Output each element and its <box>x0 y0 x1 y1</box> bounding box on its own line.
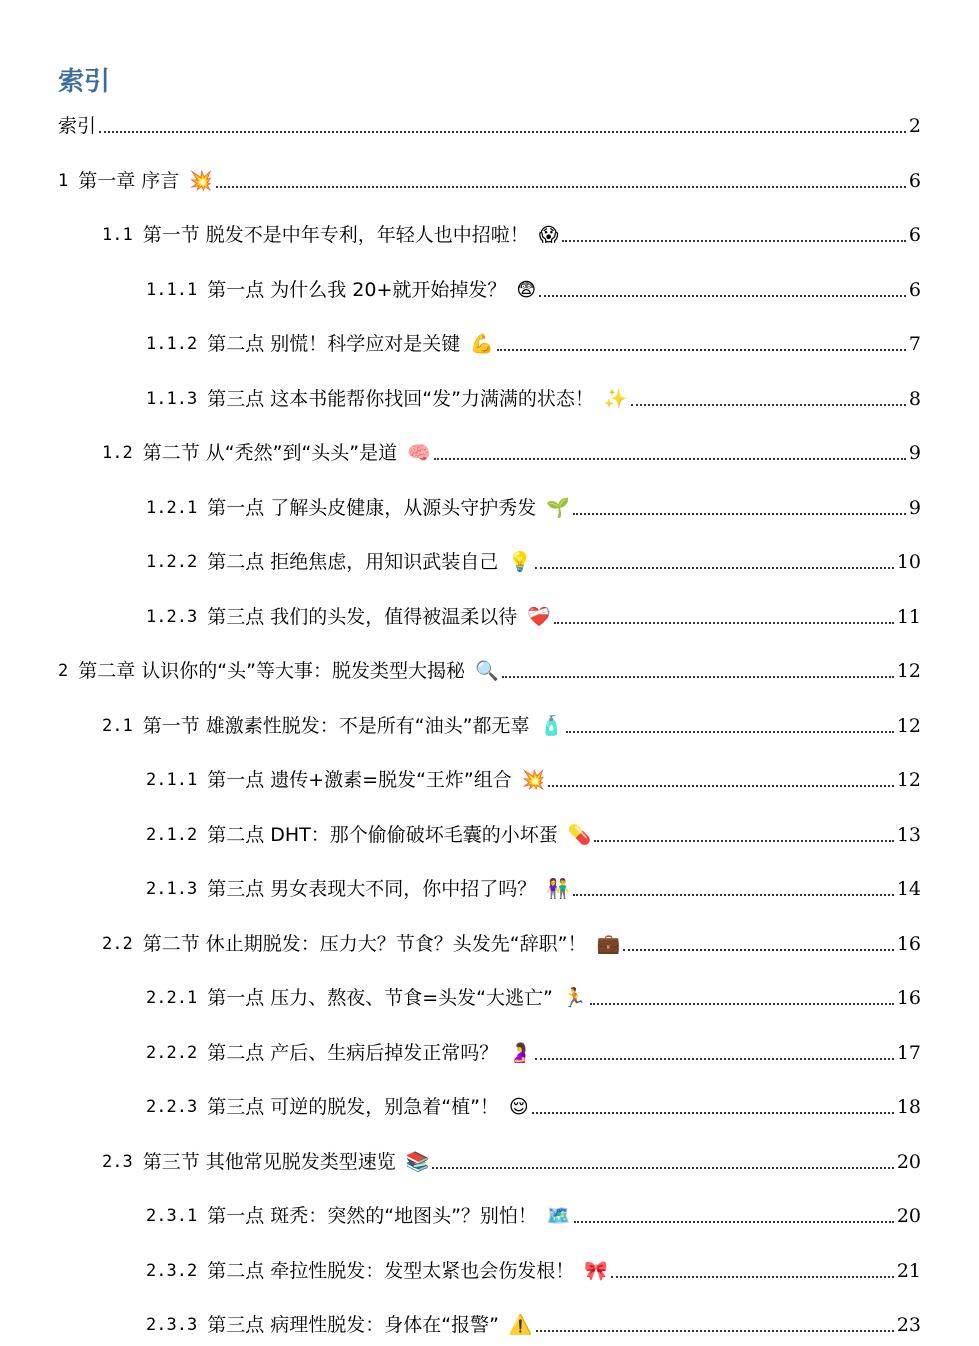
mending-heart-icon: ❤️‍🩹 <box>527 605 551 628</box>
toc-entry[interactable] <box>146 1198 921 1228</box>
toc-entry-number: 2.2 <box>102 933 133 954</box>
toc-entry-page-number: 23 <box>896 1314 921 1336</box>
toc-entry[interactable] <box>146 762 921 792</box>
relieved-face-icon: 😌 <box>508 1096 529 1118</box>
toc-entry-number: 2.3.1 <box>146 1206 198 1226</box>
dot-leader <box>554 622 894 624</box>
toc-entry-title: 第一点 了解头皮健康，从源头守护秀发 <box>207 496 537 519</box>
toc-entry-title: 第一章 序言 <box>78 169 180 192</box>
brain-icon: 🧠 <box>407 442 431 464</box>
toc-entry-number: 2.1 <box>102 715 133 736</box>
toc-entry[interactable] <box>146 817 921 847</box>
map-icon: 🗺️ <box>546 1205 571 1227</box>
toc-entry-title: 第三点 我们的头发，值得被温柔以待 <box>207 605 518 628</box>
dot-leader <box>590 1003 894 1005</box>
toc-entry-number: 1.2.2 <box>146 552 198 572</box>
toc-heading: 索引 <box>58 67 111 97</box>
dot-leader <box>434 458 906 460</box>
toc-entry[interactable] <box>102 435 921 465</box>
toc-entry-title: 第三点 这本书能帮你找回“发”力满满的状态！ <box>207 387 594 410</box>
collision-icon: 💥 <box>521 769 546 791</box>
dot-leader <box>216 186 906 188</box>
toc-entry-number: 2.2.1 <box>146 988 198 1008</box>
toc-entry-page-number: 18 <box>896 1096 921 1118</box>
dot-leader <box>548 785 893 787</box>
magnifying-glass-icon: 🔍 <box>474 660 499 682</box>
toc-entry-number: 2.3.2 <box>146 1260 198 1281</box>
toc-entry-page-number: 21 <box>896 1259 921 1282</box>
toc-entry[interactable] <box>102 708 921 738</box>
toc-entry[interactable] <box>146 1089 921 1119</box>
toc-entry-title: 第一节 雄激素性脱发：不是所有“油头”都无辜 <box>142 714 530 737</box>
toc-entry-title: 第一点 压力、熬夜、节食=头发“大逃亡” <box>207 987 553 1009</box>
couple-icon: 👫 <box>546 878 570 900</box>
dot-leader <box>535 567 894 569</box>
briefcase-icon: 💼 <box>596 932 621 955</box>
toc-entry[interactable] <box>58 653 921 683</box>
toc-entry-page-number: 13 <box>896 823 921 846</box>
lotion-bottle-icon: 🧴 <box>539 714 564 737</box>
toc-entry-number: 2.2.2 <box>146 1042 198 1063</box>
toc-entry-page-number: 20 <box>896 1150 921 1173</box>
toc-entry-number: 2.3.3 <box>146 1315 198 1335</box>
sparkles-icon: ✨ <box>603 387 628 410</box>
toc-entry[interactable] <box>146 1253 921 1283</box>
toc-entry-number: 1 <box>58 170 69 191</box>
toc-entry[interactable] <box>146 326 921 356</box>
toc-entry[interactable] <box>146 381 921 411</box>
dot-leader <box>497 349 906 351</box>
flexed-biceps-icon: 💪 <box>470 333 494 355</box>
toc-entry-page-number: 12 <box>896 660 921 682</box>
toc-entry[interactable] <box>146 1307 921 1337</box>
dot-leader <box>432 1167 893 1169</box>
toc-entry-page-number: 17 <box>896 1041 921 1064</box>
toc-entry-title: 第一点 遗传+激素=脱发“王炸”组合 <box>207 769 512 791</box>
dot-leader <box>536 1330 894 1332</box>
dot-leader <box>502 676 894 678</box>
dot-leader <box>611 1276 894 1278</box>
toc-entry-number: 1.2.3 <box>146 606 198 627</box>
toc-entry-number: 2.2.3 <box>146 1097 198 1117</box>
toc-entry[interactable] <box>58 108 921 138</box>
toc-entry-page-number: 14 <box>896 878 921 900</box>
toc-entry-page-number: 6 <box>908 169 921 192</box>
toc-entry-page-number: 12 <box>896 714 921 737</box>
sparkle-burst-icon: 💥 <box>189 169 213 192</box>
dot-leader <box>539 295 906 297</box>
toc-entry-page-number: 9 <box>908 442 921 464</box>
toc-entry-number: 1.2.1 <box>146 497 198 518</box>
dot-leader <box>535 1058 894 1060</box>
pregnant-woman-icon: 🤰 <box>508 1041 532 1064</box>
toc-entry-number: 2 <box>58 661 69 681</box>
toc-entry-page-number: 9 <box>908 496 921 519</box>
dot-leader <box>573 513 906 515</box>
seedling-icon: 🌱 <box>546 496 570 519</box>
toc-entry[interactable] <box>146 490 921 520</box>
screaming-face-icon: 😱 <box>538 224 559 246</box>
dot-leader <box>532 1112 894 1114</box>
toc-entry-title: 第二章 认识你的“头”等大事：脱发类型大揭秘 <box>78 660 465 682</box>
toc-entry-page-number: 6 <box>908 278 921 301</box>
toc-entry[interactable] <box>146 599 921 629</box>
toc-entry-number: 2.1.1 <box>146 770 198 790</box>
toc-entry[interactable] <box>146 1035 921 1065</box>
toc-entry-title: 第三节 其他常见脱发类型速览 <box>142 1150 396 1173</box>
toc-entry-title: 第二节 休止期脱发：压力大？节食？头发先“辞职”！ <box>142 932 587 955</box>
toc-entry[interactable] <box>146 544 921 574</box>
toc-entry-number: 1.1.2 <box>146 334 198 354</box>
toc-entry-page-number: 16 <box>896 987 921 1009</box>
warning-icon: ⚠️ <box>508 1314 533 1336</box>
dot-leader <box>631 404 906 406</box>
toc-entry-title: 第二节 从“秃然”到“头头”是道 <box>142 442 398 464</box>
toc-entry-number: 1.1.3 <box>146 388 198 409</box>
toc-entry-page-number: 2 <box>908 115 921 137</box>
toc-entry-title: 第二点 牵拉性脱发：发型太紧也会伤发根！ <box>207 1259 575 1282</box>
running-person-icon: 🏃 <box>562 987 587 1009</box>
toc-entry[interactable] <box>102 1144 921 1174</box>
toc-entry-page-number: 8 <box>908 387 921 410</box>
toc-entry-number: 1.2 <box>102 443 133 463</box>
toc-entry-title: 第二点 拒绝焦虑，用知识武装自己 <box>207 551 499 573</box>
toc-entry-page-number: 20 <box>896 1205 921 1227</box>
fearful-face-icon: 😨 <box>516 278 537 301</box>
toc-entry[interactable] <box>58 163 921 193</box>
dot-leader <box>562 240 906 242</box>
toc-entry[interactable] <box>146 980 921 1010</box>
toc-entry-title: 第二点 产后、生病后掉发正常吗？ <box>207 1041 499 1064</box>
toc-entry[interactable] <box>102 926 921 956</box>
toc-entry-title: 索引 <box>58 115 97 137</box>
toc-entry-number: 1.1 <box>102 225 133 245</box>
toc-entry-number: 2.1.3 <box>146 879 198 899</box>
dot-leader <box>574 1221 894 1223</box>
ribbon-icon: 🎀 <box>584 1259 608 1282</box>
toc-entry-number: 1.1.1 <box>146 279 198 300</box>
toc-entry-title: 第一点 为什么我 20+就开始掉发？ <box>207 278 507 301</box>
toc-entry-title: 第二点 DHT：那个偷偷破坏毛囊的小坏蛋 <box>207 823 558 846</box>
toc-entry-page-number: 11 <box>896 605 921 628</box>
toc-entry[interactable] <box>146 272 921 302</box>
toc-entry[interactable] <box>102 217 921 247</box>
toc-entry-title: 第一节 脱发不是中年专利，年轻人也中招啦！ <box>142 224 529 246</box>
toc-entry-page-number: 7 <box>908 333 921 355</box>
toc-entry-title: 第一点 斑秃：突然的“地图头”？别怕！ <box>207 1205 537 1227</box>
toc-entry-page-number: 12 <box>896 769 921 791</box>
toc-entry-title: 第三点 男女表现大不同，你中招了吗？ <box>207 878 537 900</box>
toc-entry-title: 第二点 别慌！科学应对是关键 <box>207 333 461 355</box>
toc-entry-page-number: 6 <box>908 224 921 246</box>
books-icon: 📚 <box>405 1150 430 1173</box>
dot-leader <box>573 894 894 896</box>
toc-entry-page-number: 16 <box>896 932 921 955</box>
dot-leader <box>623 949 894 951</box>
toc-entry-number: 2.1.2 <box>146 824 198 845</box>
toc-entry-title: 第三点 可逆的脱发，别急着“植”！ <box>207 1096 499 1118</box>
toc-entry[interactable] <box>146 871 921 901</box>
toc-entry-number: 2.3 <box>102 1151 133 1172</box>
dot-leader <box>594 840 893 842</box>
light-bulb-icon: 💡 <box>508 551 532 573</box>
dot-leader <box>99 131 906 133</box>
pill-icon: 💊 <box>567 823 592 846</box>
toc-entry-page-number: 10 <box>896 551 921 573</box>
toc-entry-title: 第三点 病理性脱发：身体在“报警” <box>207 1314 499 1336</box>
dot-leader <box>566 731 894 733</box>
